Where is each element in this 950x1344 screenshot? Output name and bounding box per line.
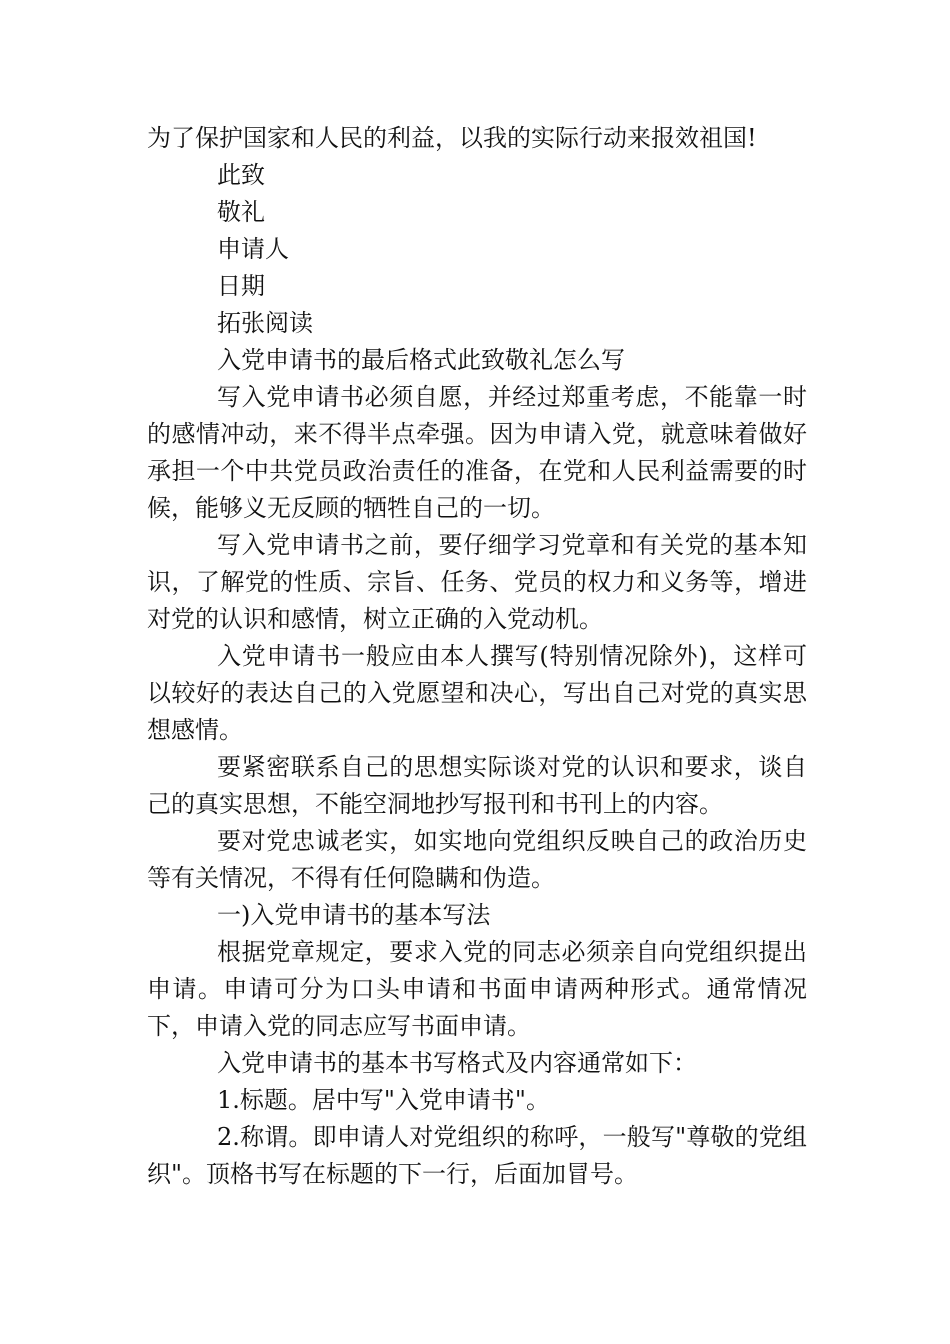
list-item: 2.称谓。即申请人对党组织的称呼，一般写"尊敬的党组织"。顶格书写在标题的下一行，后面加冒号。 xyxy=(147,1123,807,1188)
list-item: 1.标题。居中写"入党申请书"。 xyxy=(217,1086,550,1114)
paragraph: 入党申请书的基本书写格式及内容通常如下： xyxy=(217,1049,697,1077)
applicant-line: 申请人 xyxy=(217,235,289,263)
subheading: 一)入党申请书的基本写法 xyxy=(217,901,491,929)
document-body xyxy=(147,120,807,1193)
paragraph: 入党申请书一般应由本人撰写(特别情况除外)，这样可以较好的表达自己的入党愿望和决心，写出自己对党的真实思想感情。 xyxy=(147,642,807,744)
closing-respect: 敬礼 xyxy=(217,198,265,226)
date-line: 日期 xyxy=(217,272,265,300)
paragraph: 要对党忠诚老实，如实地向党组织反映自己的政治历史等有关情况，不得有任何隐瞒和伪造。 xyxy=(147,827,807,892)
section-heading: 拓张阅读 xyxy=(217,309,313,337)
paragraph: 根据党章规定，要求入党的同志必须亲自向党组织提出申请。申请可分为口头申请和书面申请两种形式。通常情况下，申请入党的同志应写书面申请。 xyxy=(147,938,807,1040)
closing-salutation: 此致 xyxy=(217,161,265,189)
paragraph: 写入党申请书必须自愿，并经过郑重考虑，不能靠一时的感情冲动，来不得半点牵强。因为申请入党，就意味着做好承担一个中共党员政治责任的准备，在党和人民利益需要的时候，能够义无反顾的牺牲自己的一切。 xyxy=(147,383,807,522)
paragraph: 为了保护国家和人民的利益，以我的实际行动来报效祖国! xyxy=(147,124,757,152)
paragraph: 写入党申请书之前，要仔细学习党章和有关党的基本知识，了解党的性质、宗旨、任务、党员的权力和义务等，增进对党的认识和感情，树立正确的入党动机。 xyxy=(147,531,807,633)
subheading: 入党申请书的最后格式此致敬礼怎么写 xyxy=(217,346,625,374)
paragraph: 要紧密联系自己的思想实际谈对党的认识和要求，谈自己的真实思想，不能空洞地抄写报刊和书刊上的内容。 xyxy=(147,753,807,818)
